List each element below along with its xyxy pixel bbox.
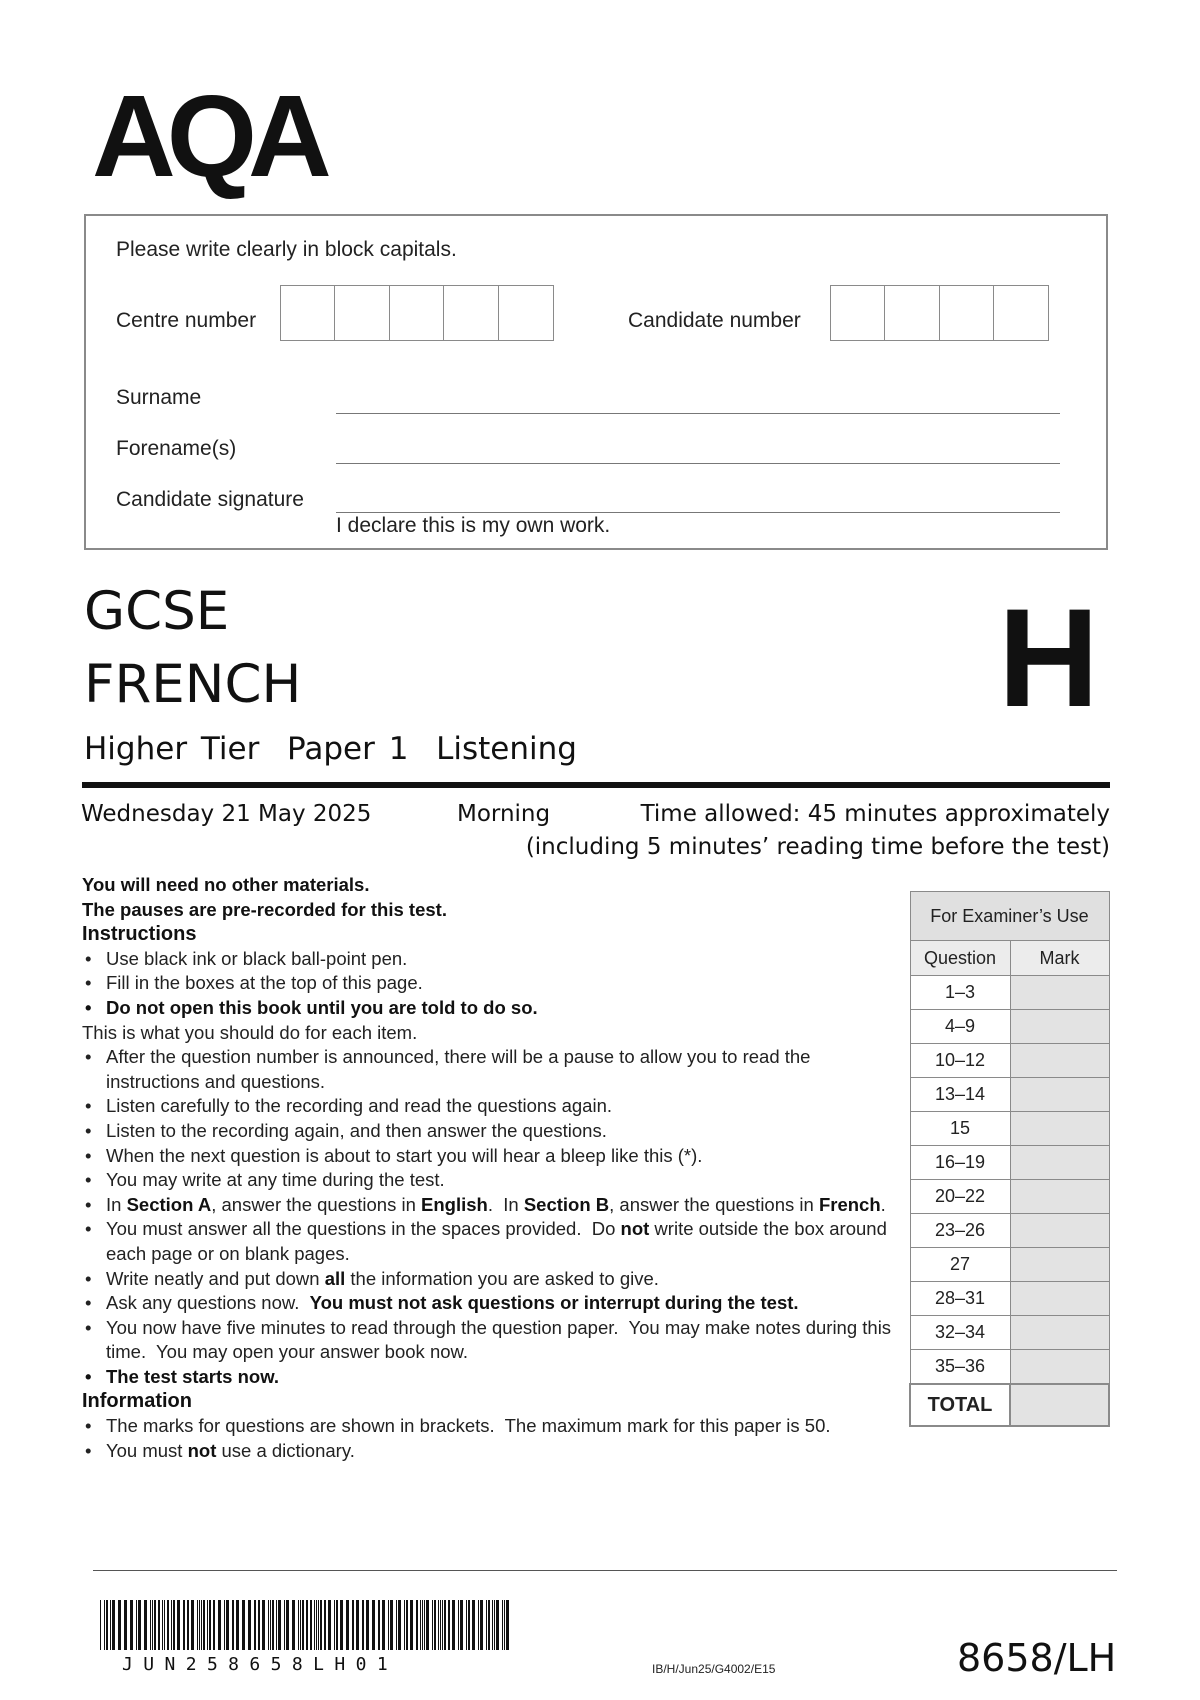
instructions-heading: Instructions <box>82 923 197 946</box>
specification-code: 8658/LH <box>957 1636 1117 1680</box>
table-row <box>910 1010 1109 1044</box>
mark-cell[interactable] <box>1010 1180 1109 1214</box>
table-row <box>910 1350 1109 1385</box>
table-row <box>910 1180 1109 1214</box>
list-item: • Do not open this book until you are told to do so. <box>82 996 902 1021</box>
centre-number-digit[interactable] <box>443 285 499 341</box>
mark-cell[interactable] <box>1010 976 1109 1010</box>
question-range-cell: 4–9 <box>910 1010 1010 1044</box>
question-range-cell: 16–19 <box>910 1146 1010 1180</box>
text: Write neatly and put down <box>106 1267 325 1289</box>
question-range-cell: 10–12 <box>910 1044 1010 1078</box>
table-row <box>910 1282 1109 1316</box>
candidate-number-digit[interactable] <box>939 285 995 341</box>
text: You must answer all the questions in the spaces provided. Do <box>106 1218 621 1240</box>
list-item <box>82 1439 902 1464</box>
barcode-image <box>100 1600 510 1650</box>
list-item: • When the next question is about to start you will hear a bleep like this (*). <box>82 1144 902 1169</box>
table-row <box>910 1316 1109 1350</box>
text: In <box>106 1193 127 1215</box>
time-note: (including 5 minutes’ reading time before the test) <box>525 834 1110 860</box>
question-range-cell: 28–31 <box>910 1282 1010 1316</box>
candidate-number-label: Candidate number <box>628 309 801 332</box>
candidate-number-boxes[interactable] <box>830 285 1048 341</box>
instructions-list <box>82 947 902 1021</box>
list-item: • You now have five minutes to read through the question paper. You may make notes during this time. You may open your answer book now. <box>82 1316 902 1365</box>
pauses-note: The pauses are pre-recorded for this test. <box>82 898 447 920</box>
question-column-header: Question <box>910 941 1010 976</box>
question-range-cell: 15 <box>910 1112 1010 1146</box>
list-item: • Listen carefully to the recording and read the questions again. <box>82 1094 902 1119</box>
paper-title: Higher Tier Paper 1 Listening <box>84 731 577 767</box>
list-item: • Use black ink or black ball-point pen. <box>82 947 902 972</box>
mark-cell[interactable] <box>1010 1010 1109 1044</box>
list-item: • The marks for questions are shown in brackets. The maximum mark for this paper is 50. <box>82 1414 902 1439</box>
table-row <box>910 1078 1109 1112</box>
section-b: Section B <box>523 1193 610 1215</box>
mark-cell[interactable] <box>1010 1146 1109 1180</box>
section-a: Section A <box>126 1193 212 1215</box>
list-item: • After the question number is announced, there will be a pause to allow you to read the instructions and questions. <box>82 1045 902 1094</box>
list-item: • Fill in the boxes at the top of this page. <box>82 971 902 996</box>
tier-letter: H <box>998 579 1100 736</box>
emphasis-no-interrupt: You must not ask questions or interrupt during the test. <box>309 1292 799 1314</box>
mark-cell[interactable] <box>1010 1248 1109 1282</box>
table-row <box>910 1248 1109 1282</box>
list-item <box>82 1193 902 1218</box>
text: You must <box>106 1439 188 1461</box>
qualification-title: GCSE <box>84 581 230 642</box>
forenames-line[interactable] <box>336 463 1060 464</box>
question-range-cell: 23–26 <box>910 1214 1010 1248</box>
forenames-label: Forename(s) <box>116 437 237 460</box>
examiner-use-header: For Examiner’s Use <box>910 892 1109 941</box>
centre-number-boxes[interactable] <box>280 285 552 341</box>
mark-cell[interactable] <box>1010 1282 1109 1316</box>
question-range-cell: 1–3 <box>910 976 1010 1010</box>
table-row <box>910 976 1109 1010</box>
text: write outside the box around each page or on blank pages. <box>106 1218 887 1264</box>
mark-cell[interactable] <box>1010 1044 1109 1078</box>
subject-title: FRENCH <box>84 654 302 715</box>
centre-number-digit[interactable] <box>334 285 390 341</box>
mark-cell[interactable] <box>1010 1316 1109 1350</box>
emphasis-all: all <box>324 1267 346 1289</box>
surname-label: Surname <box>116 386 202 409</box>
text: use a dictionary. <box>216 1439 355 1461</box>
time-allowed: Time allowed: 45 minutes approximately <box>640 801 1110 827</box>
language-english: English <box>421 1193 488 1215</box>
table-row <box>910 1214 1109 1248</box>
language-french: French <box>818 1193 881 1215</box>
list-item: • You may write at any time during the test. <box>82 1168 902 1193</box>
mark-column-header: Mark <box>1010 941 1109 976</box>
text: the information you are asked to give. <box>345 1267 659 1289</box>
mark-cell[interactable] <box>1010 1350 1109 1385</box>
table-row <box>910 1044 1109 1078</box>
centre-number-digit[interactable] <box>389 285 445 341</box>
list-item <box>82 1217 902 1266</box>
barcode-text: JUN258658LH01 <box>122 1654 399 1675</box>
question-range-cell: 32–34 <box>910 1316 1010 1350</box>
table-row <box>910 1146 1109 1180</box>
candidate-number-digit[interactable] <box>830 285 886 341</box>
signature-label: Candidate signature <box>116 488 304 511</box>
reference-code: IB/H/Jun25/G4002/E15 <box>652 1662 776 1676</box>
text: , answer the questions in <box>609 1193 819 1215</box>
list-item <box>82 1291 902 1316</box>
declaration-text: I declare this is my own work. <box>336 514 611 537</box>
examiner-use-table <box>909 891 1110 1427</box>
question-range-cell: 20–22 <box>910 1180 1010 1214</box>
exam-date: Wednesday 21 May 2025 <box>81 801 372 827</box>
total-mark-cell[interactable] <box>1010 1384 1109 1426</box>
list-item <box>82 1267 902 1292</box>
block-capitals-instruction: Please write clearly in block capitals. <box>116 238 457 261</box>
text: , answer the questions in <box>211 1193 422 1215</box>
information-heading: Information <box>82 1390 192 1413</box>
table-row <box>910 1112 1109 1146</box>
candidate-number-digit[interactable] <box>884 285 940 341</box>
total-row <box>910 1384 1109 1426</box>
title-divider <box>82 782 1110 788</box>
text: Ask any questions now. <box>106 1292 310 1314</box>
footer-divider <box>93 1570 1117 1571</box>
list-item: • The test starts now. <box>82 1365 902 1390</box>
question-range-cell: 35–36 <box>910 1350 1010 1385</box>
question-range-cell: 13–14 <box>910 1078 1010 1112</box>
mark-cell[interactable] <box>1010 1078 1109 1112</box>
each-item-intro: This is what you should do for each item. <box>82 1021 418 1043</box>
mark-cell[interactable] <box>1010 1112 1109 1146</box>
mark-cell[interactable] <box>1010 1214 1109 1248</box>
centre-number-digit[interactable] <box>498 285 554 341</box>
centre-number-label: Centre number <box>116 309 257 332</box>
question-range-cell: 27 <box>910 1248 1010 1282</box>
emphasis-not: not <box>187 1439 217 1461</box>
surname-line[interactable] <box>336 413 1060 414</box>
signature-line[interactable] <box>336 512 1060 513</box>
information-list <box>82 1414 902 1463</box>
item-procedure-list <box>82 1045 902 1389</box>
candidate-number-digit[interactable] <box>993 285 1049 341</box>
text: . In <box>487 1193 524 1215</box>
aqa-logo: AQA <box>92 71 323 201</box>
materials-note: You will need no other materials. <box>82 874 370 895</box>
exam-session: Morning <box>457 801 551 827</box>
instructions-section <box>82 873 902 1463</box>
centre-number-digit[interactable] <box>280 285 336 341</box>
text: . <box>880 1193 886 1215</box>
total-label: TOTAL <box>910 1384 1010 1426</box>
emphasis-not: not <box>620 1218 650 1240</box>
list-item: • Listen to the recording again, and then answer the questions. <box>82 1119 902 1144</box>
